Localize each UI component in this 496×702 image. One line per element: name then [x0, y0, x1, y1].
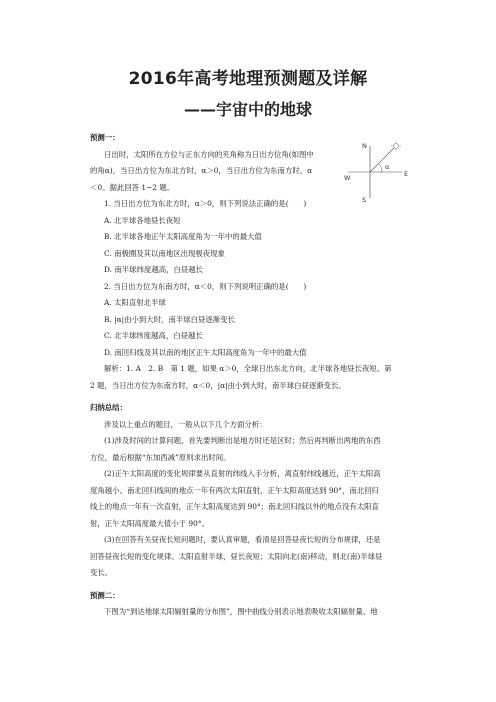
- compass-w-label: W: [344, 174, 351, 182]
- paragraph-line: (3)在回答有关昼夜长短问题时，要认真审题，看清是回答昼夜长短的分布规律，还是: [104, 535, 381, 544]
- question-1: 1. 当日出方位为东北方时，α＞0，则下列说法正确的是( ): [104, 199, 307, 208]
- option-2c: C. 北半球纬度越高，白昼越长: [104, 331, 203, 340]
- document-title: 2016年高考地理预测题及详解: [128, 69, 368, 89]
- option-1c: C. 南极圈及其以南地区出现极夜现象: [104, 248, 225, 258]
- paragraph-line: (2)正午太阳高度的变化规律要从直射的纬线入手分析，离直射纬线越近，正午太阳高: [104, 469, 381, 478]
- question-2: 2. 当日出方位为东南方时，α＜0，则下列说明正确的是( ): [104, 281, 307, 291]
- section-heading: 预测一：: [90, 133, 120, 142]
- option-2b: B. |α|由小到大时，南半球白昼逐渐变长: [104, 314, 235, 324]
- paragraph-line: 射，正午太阳高度最大值小于 90°。: [90, 518, 209, 528]
- paragraph-line: 回答昼夜长短的变化规律。太阳直射半球，昼长夜短；太阳向北(南)移动，则北(南)半球昼: [90, 551, 383, 561]
- option-2a: A. 太阳直射北半球: [104, 298, 166, 307]
- option-2d: D. 南回归线及其以南的地区正午太阳高度角为一年中的最大值: [104, 347, 307, 357]
- paragraph-line: ＜0。据此回答 1~2 题。: [90, 182, 175, 192]
- section-heading: 归纳总结：: [90, 403, 127, 412]
- paragraph-line: 的角α)，当日出方位为东北方时，α＞0，当日出方位为东南方时，α: [90, 166, 313, 175]
- answer-line: 2 题，当日出方位为东南方时，α＜0，|α|由小到大时，南半球白昼逐渐变长。: [90, 380, 346, 390]
- section-heading: 预测二：: [90, 590, 120, 600]
- paragraph-line: 涉及以上重点的题目，一般从以下几个方面分析：: [104, 419, 267, 429]
- paragraph-line: 日出时，太阳所在方位与正东方向的夹角称为日出方位角(如图中: [104, 149, 314, 159]
- document-subtitle: ——宇宙中的地球: [183, 100, 312, 119]
- paragraph-line: 变长。: [90, 568, 113, 577]
- option-1a: A. 北半球各地昼长夜短: [104, 215, 181, 225]
- document-body: [90, 130, 408, 621]
- paragraph-line: 方位，最后根据“东加西减”原则求出时间。: [90, 452, 231, 462]
- paragraph-line: 度角越小。南北回归线间的地点一年有两次太阳直射，正午太阳高度达到 90°，南北回归: [90, 485, 379, 495]
- option-1b: B. 北半球各地正午太阳高度角为一年中的最大值: [104, 232, 262, 241]
- compass-s-label: S: [362, 196, 367, 204]
- compass-n-label: N: [362, 142, 367, 150]
- compass-alpha-label: α: [385, 163, 390, 171]
- paragraph-line: 下图为“到达地球太阳辐射量的分布图”，图中曲线分别表示地表吸收太阳辐射量、地: [104, 607, 378, 616]
- compass-e-label: E: [404, 170, 409, 178]
- paragraph-line: (1)涉及时间的计算问题，首先要判断出是地方时还是区时；然后再判断出两地的东西: [104, 436, 381, 445]
- paragraph-line: 线上的地点一年有一次直射，正午太阳高度达到 90°；南北回归线以外的地点没有太阳直: [90, 502, 379, 511]
- option-1d: D. 南半球纬度越高，白昼越长: [104, 265, 204, 274]
- answer-line: 解析：1. A 2. B 第 1 题，如果 α＞0，全球日出东北方向，北半球各地昼长夜短。第: [104, 364, 392, 373]
